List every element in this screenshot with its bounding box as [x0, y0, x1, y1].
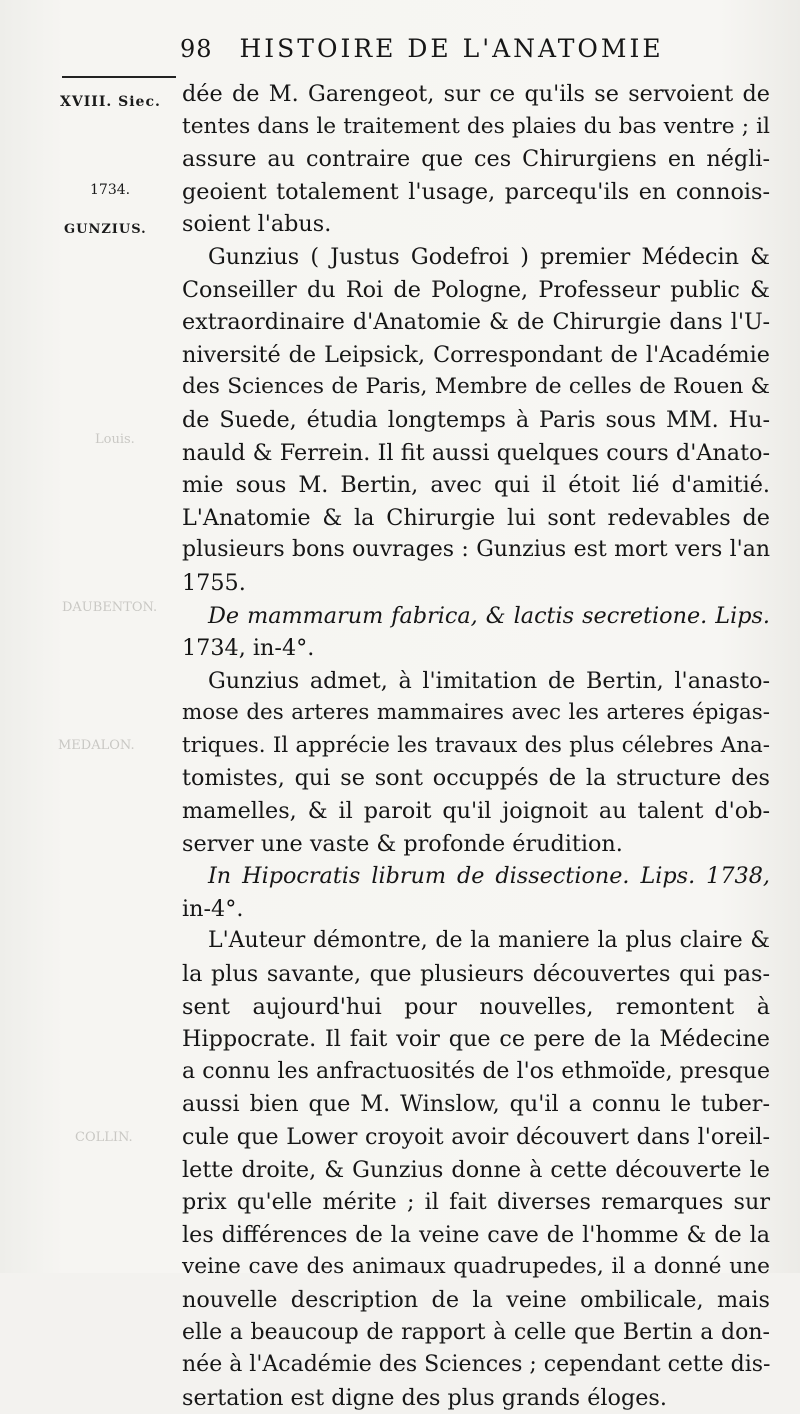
text-line: des Sciences de Paris, Membre de celles de Rouen &	[182, 374, 770, 400]
margin-author: GUNZIUS.	[64, 222, 147, 237]
text-line: server une vaste & profonde érudition.	[182, 830, 623, 857]
text-line: elle a beaucoup de rapport à celle que Bertin a don-	[182, 1319, 770, 1345]
text-line: veine cave des animaux quadrupedes, il a donné une	[182, 1254, 770, 1280]
text-line: In Hipocratis librum de dissectione. Lips. 1738,	[208, 863, 770, 890]
text-line: la plus savante, que plusieurs découvertes qui pas-	[182, 961, 770, 988]
text-line: a connu les anfractuosités de l'os ethmoïde, presque	[182, 1058, 770, 1084]
text-line: geoient totalement l'usage, parcequ'ils en connois-	[182, 178, 770, 205]
text-line: niversité de Leipsick, Correspondant de l'Académie	[182, 341, 770, 368]
text-line: cule que Lower croyoit avoir découvert dans l'oreil-	[182, 1124, 770, 1150]
text-line: sertation est digne des plus grands éloges.	[182, 1384, 667, 1411]
text-line: les différences de la veine cave de l'homme & de la	[182, 1221, 770, 1248]
text-line: lette droite, & Gunzius donne à cette découverte le	[182, 1156, 770, 1183]
text-line: sent aujourd'hui pour nouvelles, remontent à	[182, 993, 770, 1020]
margin-century: XVIII. Siec.	[60, 94, 161, 110]
text-line: assure au contraire que ces Chirurgiens en négli-	[182, 146, 770, 173]
bleed-through-note: DAUBENTON.	[62, 600, 158, 615]
text-line: Gunzius admet, à l'imitation de Bertin, l'anasto-	[208, 667, 770, 694]
text-line: nauld & Ferrein. Il fit aussi quelques cours d'Anato-	[182, 439, 770, 466]
running-header	[180, 34, 770, 63]
body-text	[182, 78, 770, 1414]
text-line: tentes dans le traitement des plaies du bas ventre ; il	[182, 113, 770, 139]
text-line: prix qu'elle mérite ; il fait diverses remarques sur	[182, 1189, 770, 1216]
text-line: plusieurs bons ouvrages : Gunzius est mort vers l'an	[182, 537, 770, 563]
bleed-through-note: COLLIN.	[75, 1130, 133, 1145]
text-line: tomistes, qui se sont occuppés de la structure des	[182, 765, 770, 792]
text-line: L'Anatomie & la Chirurgie lui sont redevables de	[182, 504, 770, 531]
text-line: soient l'abus.	[182, 211, 332, 238]
margin-year: 1734.	[90, 182, 131, 198]
text-line: 1734, in-4°.	[182, 635, 315, 662]
text-line: triques. Il apprécie les travaux des plus célebres Ana-	[182, 732, 770, 758]
text-line: aussi bien que M. Winslow, qu'il a connu le tuber-	[182, 1091, 770, 1118]
text-line: 1755.	[182, 569, 246, 596]
text-line: De mammarum fabrica, & lactis secretione. Lips.	[208, 602, 770, 629]
text-line: de Suede, étudia longtemps à Paris sous MM. Hu-	[182, 406, 770, 433]
text-line: Gunzius ( Justus Godefroi ) premier Médecin &	[208, 243, 770, 270]
header-rule	[62, 76, 176, 78]
text-line: Hippocrate. Il fait voir que ce pere de la Médecine	[182, 1026, 770, 1053]
page-number: 98	[180, 35, 213, 63]
text-line: nouvelle description de la veine ombilicale, mais	[182, 1286, 770, 1313]
text-line: née à l'Académie des Sciences ; cependant cette dis-	[182, 1352, 771, 1378]
running-title: HISTOIRE DE L'ANATOMIE	[239, 34, 664, 63]
text-line: in-4°.	[182, 895, 244, 922]
text-line: extraordinaire d'Anatomie & de Chirurgie dans l'U-	[182, 309, 770, 336]
text-line: L'Auteur démontre, de la maniere la plus claire &	[208, 928, 770, 954]
text-line: mose des arteres mammaires avec les arteres épigas-	[182, 700, 770, 726]
text-line: dée de M. Garengeot, sur ce qu'ils se servoient de	[182, 81, 770, 107]
text-line: mie sous M. Bertin, avec qui il étoit lié d'amitié.	[182, 472, 770, 499]
bleed-through-note: Louis.	[95, 432, 135, 447]
text-line: mamelles, & il paroit qu'il joignoit au talent d'ob-	[182, 798, 770, 825]
bleed-through-note: MEDALON.	[58, 738, 135, 753]
text-line: Conseiller du Roi de Pologne, Professeur public &	[182, 276, 770, 303]
